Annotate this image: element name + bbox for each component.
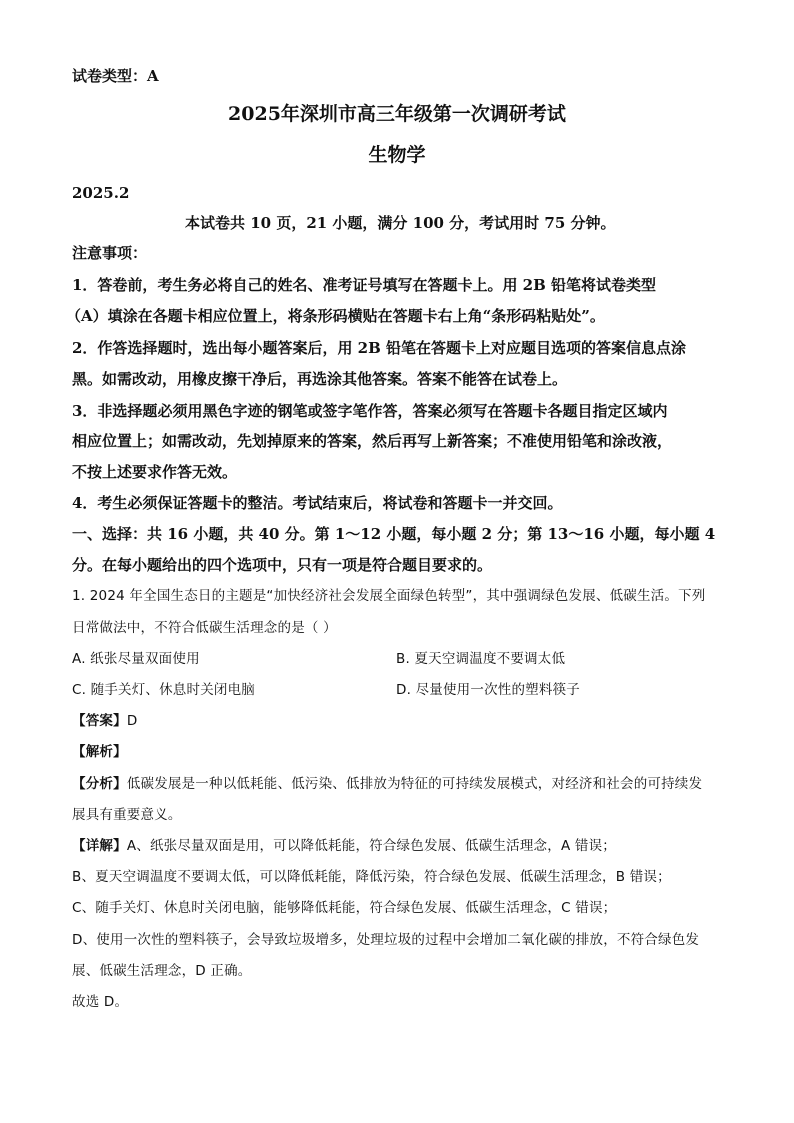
fenxi-line-1 [72,774,702,794]
note-1-line-1: 1．答卷前，考生务必将自己的姓名、准考证号填写在答题卡上。用 2B 铅笔将试卷类型 [72,276,657,294]
exam-title: 2025年深圳市高三年级第一次调研考试 [228,103,566,125]
note-1-line-2: （A）填涂在各题卡相应位置上，将条形码横贴在答题卡右上角“条形码粘贴处”。 [66,307,605,325]
xiangjie-line-c: C、随手关灯、休息时关闭电脑，能够降低耗能，符合绿色发展、低碳生活理念，C 错误； [72,900,617,916]
answer-value: D [126,713,138,729]
note-2-line-2: 黑。如需改动，用橡皮擦干净后，再选涂其他答案。答案不能答在试卷上。 [72,370,568,388]
exam-summary: 本试卷共 10 页，21 小题，满分 100 分，考试用时 75 分钟。 [185,214,616,232]
question-1-option-a: A. 纸张尽量双面使用 [72,651,200,667]
note-3-line-1: 3．非选择题必须用黑色字迹的钢笔或签字笔作答，答案必须写在答题卡各题目指定区域内 [72,402,668,420]
analysis-line [72,742,127,762]
fenxi-text-1: 低碳发展是一种以低耗能、低污染、低排放为特征的可持续发展模式，对经济和社会的可持续发 [126,776,703,792]
xiangjie-line-b: B、夏天空调温度不要调太低，可以降低耗能，降低污染，符合绿色发展、低碳生活理念，B 错误； [72,869,671,885]
note-4-line-1: 4．考生必须保证答题卡的整洁。考试结束后，将试卷和答题卡一并交回。 [72,494,563,512]
answer-line [72,711,137,731]
xiangjie-line-d-2: 展、低碳生活理念，D 正确。 [72,963,252,979]
note-3-line-2: 相应位置上；如需改动，先划掉原来的答案，然后再写上新答案；不准使用铅笔和涂改液， [72,432,673,450]
xiangjie-tag: 【详解】 [72,838,127,854]
question-1-option-b: B. 夏天空调温度不要调太低 [396,651,566,667]
exam-date: 2025.2 [72,184,130,202]
section-1-line-1: 一、选择：共 16 小题，共 40 分。第 1～12 小题，每小题 2 分；第 13～16 小题，每小题 4 [72,525,716,543]
question-1-stem-line-1: 1. 2024 年全国生态日的主题是“加快经济社会发展全面绿色转型”，其中强调绿色发展、低碳生活。下列 [72,588,706,604]
xiangjie-text-a: A、纸张尽量双面是用，可以降低耗能，符合绿色发展、低碳生活理念，A 错误； [126,838,616,854]
xiangjie-line-d-1: D、使用一次性的塑料筷子，会导致垃圾增多，处理垃圾的过程中会增加二氧化碳的排放，不符合绿色发 [72,932,700,948]
question-1-option-c: C. 随手关灯、休息时关闭电脑 [72,682,256,698]
conclusion-line: 故选 D。 [72,994,129,1010]
answer-tag: 【答案】 [72,713,127,729]
question-1-stem-line-2: 日常做法中，不符合低碳生活理念的是（ ） [72,620,337,636]
question-1-option-d: D. 尽量使用一次性的塑料筷子 [396,682,580,698]
section-1-line-2: 分。在每小题给出的四个选项中，只有一项是符合题目要求的。 [72,556,493,574]
notes-heading: 注意事项： [72,244,148,262]
note-3-line-3: 不按上述要求作答无效。 [72,463,238,481]
xiangjie-line-a [72,836,616,856]
paper-type-label: 试卷类型：A [72,67,159,85]
analysis-tag: 【解析】 [72,744,127,760]
fenxi-line-2: 展具有重要意义。 [72,807,182,823]
fenxi-tag: 【分析】 [72,776,127,792]
subject-title: 生物学 [368,144,426,166]
note-2-line-1: 2．作答选择题时，选出每小题答案后，用 2B 铅笔在答题卡上对应题目选项的答案信息点涂 [72,339,687,357]
